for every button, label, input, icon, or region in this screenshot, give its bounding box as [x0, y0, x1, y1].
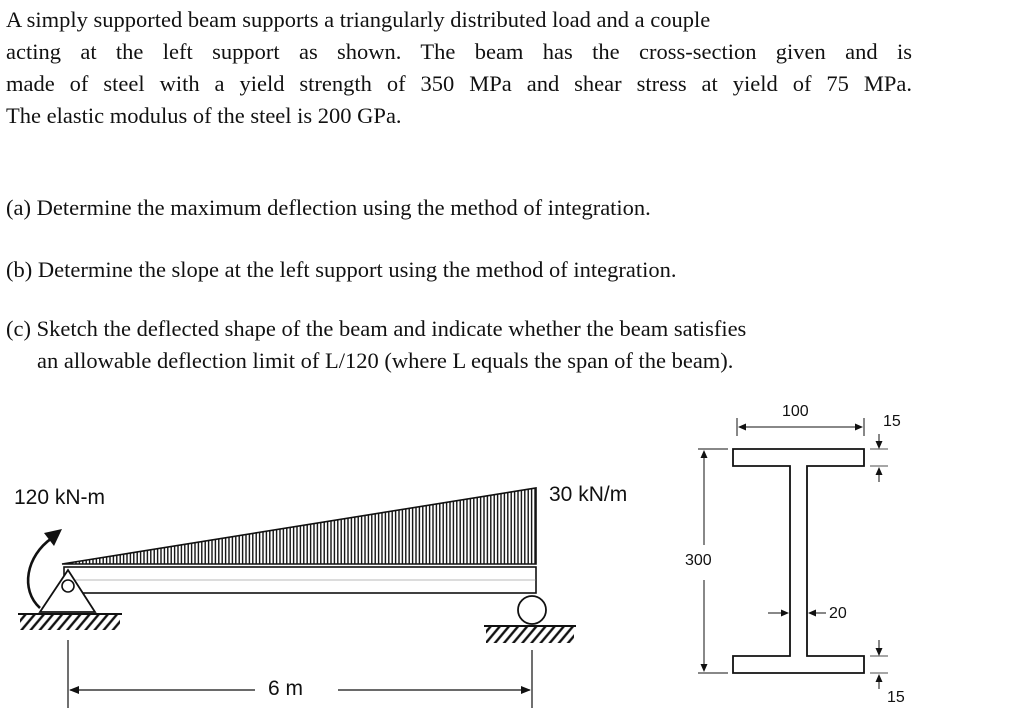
top-flange-thickness-label: 15 [883, 413, 901, 430]
span-label: 6 m [268, 677, 304, 700]
beam [64, 567, 536, 593]
intro-line-4: The elastic modulus of the steel is 200 GPa. [6, 103, 402, 128]
question-a: (a) Determine the maximum deflection using the method of integration. [6, 195, 651, 220]
intro-line-3: made of steel with a yield strength of 350 MPa and shear stress at yield of 75 MPa. [6, 71, 912, 96]
question-b: (b) Determine the slope at the left support using the method of integration. [6, 257, 677, 282]
bottom-flange-thickness-label: 15 [887, 689, 905, 706]
roller-support [484, 596, 576, 643]
couple-label: 120 kN-m [14, 486, 106, 509]
intro-line-2: acting at the left support as shown. The beam has the cross-section given and is [6, 39, 912, 64]
section-depth-label: 300 [685, 552, 712, 569]
question-c-line-1: (c) Sketch the deflected shape of the beam and indicate whether the beam satisfies [6, 316, 747, 341]
web-thickness-label: 20 [829, 605, 847, 622]
load-label: 30 kN/m [549, 483, 628, 506]
question-c-line-2: an allowable deflection limit of L/120 (where L equals the span of the beam). [37, 348, 734, 373]
i-beam-cross-section [733, 449, 864, 673]
flange-width-label: 100 [782, 403, 809, 420]
intro-line-1: A simply supported beam supports a triangularly distributed load and a couple [6, 7, 711, 32]
triangular-distributed-load [62, 488, 536, 564]
